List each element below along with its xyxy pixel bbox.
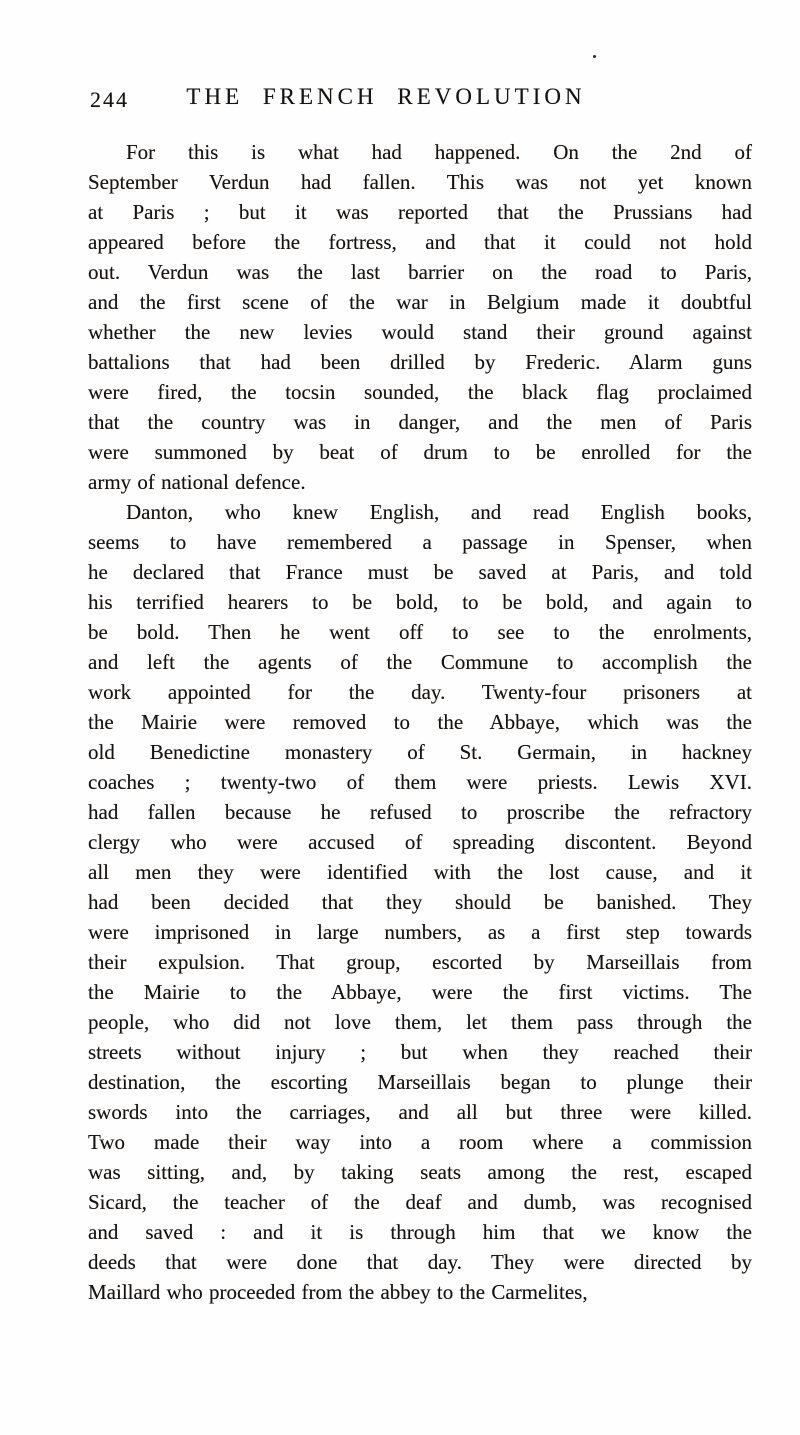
text-line: had been decided that they should be banished. They: [88, 890, 752, 914]
page-text: [88, 137, 752, 1307]
running-title: THE FRENCH REVOLUTION: [186, 84, 586, 109]
text-line: his terrified hearers to be bold, to be bold, and again to: [88, 590, 752, 614]
text-line: the Mairie were removed to the Abbaye, which was the: [88, 710, 752, 734]
scan-speck: [593, 55, 596, 58]
paragraph-2: [88, 497, 752, 1307]
running-head: [88, 84, 752, 116]
text-line: destination, the escorting Marseillais began to plunge their: [88, 1070, 752, 1094]
text-line: appeared before the fortress, and that it could not hold: [88, 230, 752, 254]
text-line: work appointed for the day. Twenty-four prisoners at: [88, 680, 752, 704]
text-line: Sicard, the teacher of the deaf and dumb, was recognised: [88, 1190, 752, 1214]
text-line: Danton, who knew English, and read English books,: [126, 500, 752, 524]
text-line: their expulsion. That group, escorted by Marseillais from: [88, 950, 752, 974]
text-line: were fired, the tocsin sounded, the black flag proclaimed: [88, 380, 752, 404]
text-line: were imprisoned in large numbers, as a first step towards: [88, 920, 752, 944]
text-line: battalions that had been drilled by Frederic. Alarm guns: [88, 350, 752, 374]
text-line: deeds that were done that day. They were directed by: [88, 1250, 752, 1274]
text-line: old Benedictine monastery of St. Germain, in hackney: [88, 740, 752, 764]
text-line: Two made their way into a room where a commission: [88, 1130, 752, 1154]
text-line: army of national defence.: [88, 470, 306, 494]
text-line: be bold. Then he went off to see to the enrolments,: [88, 620, 752, 644]
text-line: at Paris ; but it was reported that the Prussians had: [88, 200, 752, 224]
text-line: he declared that France must be saved at Paris, and told: [88, 560, 752, 584]
paragraph-1: [88, 137, 752, 497]
text-line: swords into the carriages, and all but three were killed.: [88, 1100, 752, 1124]
text-line: and saved : and it is through him that we know the: [88, 1220, 752, 1244]
text-line: people, who did not love them, let them pass through the: [88, 1010, 752, 1034]
text-line: and the first scene of the war in Belgium made it doubtful: [88, 290, 752, 314]
text-line: that the country was in danger, and the men of Paris: [88, 410, 752, 434]
text-line: was sitting, and, by taking seats among the rest, escaped: [88, 1160, 752, 1184]
text-line: For this is what had happened. On the 2nd of: [126, 140, 752, 164]
text-line: September Verdun had fallen. This was not yet known: [88, 170, 752, 194]
text-line: streets without injury ; but when they reached their: [88, 1040, 752, 1064]
text-line: had fallen because he refused to proscribe the refractory: [88, 800, 752, 824]
text-line: the Mairie to the Abbaye, were the first victims. The: [88, 980, 752, 1004]
text-line: whether the new levies would stand their ground against: [88, 320, 752, 344]
text-line: all men they were identified with the lost cause, and it: [88, 860, 752, 884]
page-number: 244: [90, 87, 129, 112]
text-line: Maillard who proceeded from the abbey to the Carmelites,: [88, 1280, 588, 1304]
text-line: seems to have remembered a passage in Spenser, when: [88, 530, 752, 554]
text-line: out. Verdun was the last barrier on the road to Paris,: [88, 260, 752, 284]
text-line: and left the agents of the Commune to accomplish the: [88, 650, 752, 674]
text-line: were summoned by beat of drum to be enrolled for the: [88, 440, 752, 464]
text-line: clergy who were accused of spreading discontent. Beyond: [88, 830, 752, 854]
text-line: coaches ; twenty-two of them were priests. Lewis XVI.: [88, 770, 752, 794]
